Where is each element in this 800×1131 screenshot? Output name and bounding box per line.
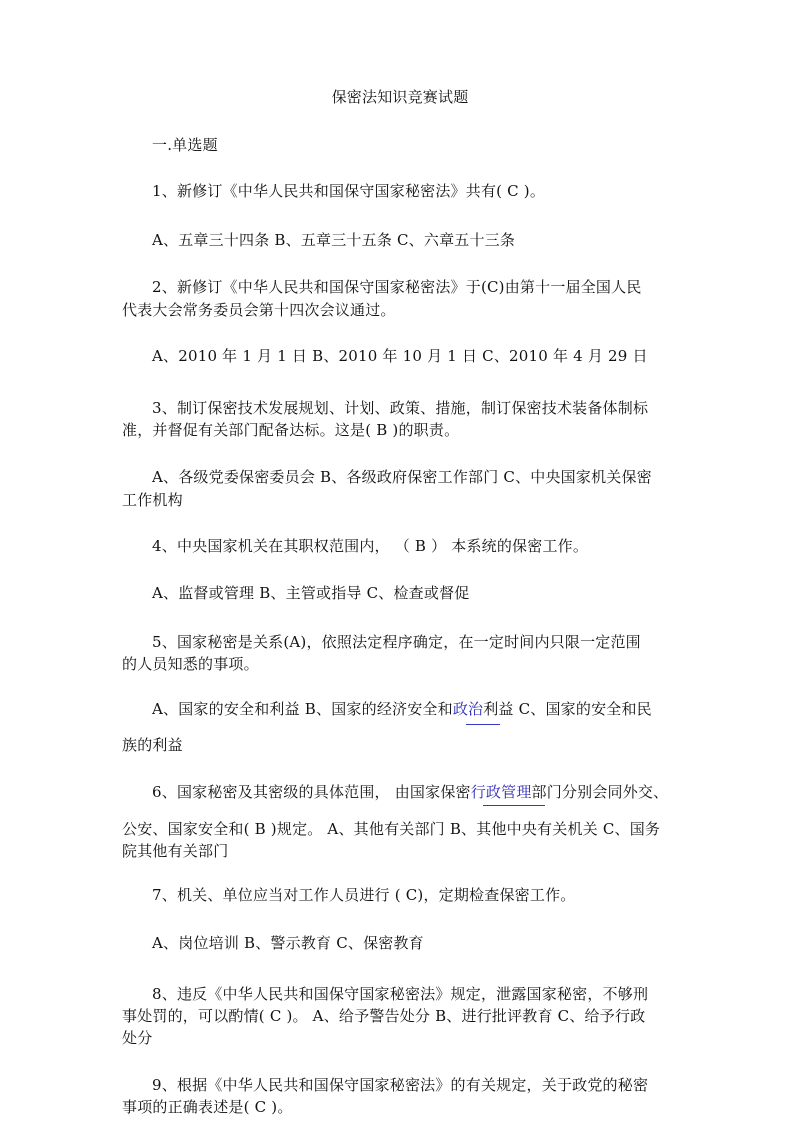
- question-6-text-b: 部门分别会同外交、: [531, 783, 669, 801]
- question-5-options-line-1: [152, 698, 652, 720]
- politics-link-underline: [466, 724, 500, 725]
- question-3-line-2: 准，并督促有关部门配备达标。这是( B )的职责。: [122, 421, 460, 439]
- question-6-text-a: 6、国家秘密及其密级的具体范围， 由国家保密: [152, 783, 471, 801]
- question-8-line-1: 8、违反《中华人民共和国保守国家秘密法》规定，泄露国家秘密，不够刑: [152, 985, 649, 1003]
- administration-link-underline: [483, 805, 545, 806]
- question-3-options-line-1: A、各级党委保密委员会 B、各级政府保密工作部门 C、中央国家机关保密: [152, 468, 652, 486]
- question-2-options: A、2010 年 1 月 1 日 B、2010 年 10 月 1 日 C、2010 年 4 月 29 日: [152, 347, 648, 365]
- question-9-line-1: 9、根据《中华人民共和国保守国家秘密法》的有关规定，关于政党的秘密: [152, 1076, 649, 1094]
- question-8-line-3: 处分: [122, 1029, 153, 1047]
- question-7-options: A、岗位培训 B、警示教育 C、保密教育: [152, 934, 424, 952]
- question-1-options: A、五章三十四条 B、五章三十五条 C、六章五十三条: [152, 231, 516, 249]
- question-7: 7、机关、单位应当对工作人员进行 ( C)，定期检查保密工作。: [152, 886, 576, 904]
- question-4-options: A、监督或管理 B、主管或指导 C、检查或督促: [152, 584, 470, 602]
- question-4: 4、中央国家机关在其职权范围内， （ B ） 本系统的保密工作。: [152, 537, 589, 555]
- document-title: 保密法知识竞赛试题: [331, 88, 469, 106]
- question-5-options-text-b: 利益 C、国家的安全和民: [483, 700, 652, 718]
- question-8-line-2: 事处罚的，可以酌情( C )。 A、给予警告处分 B、进行批评教育 C、给予行政: [122, 1007, 646, 1025]
- question-3-options-line-2: 工作机构: [122, 491, 183, 509]
- politics-link[interactable]: 政治: [452, 700, 484, 718]
- question-5-line-2: 的人员知悉的事项。: [122, 655, 259, 673]
- question-2-line-1: 2、新修订《中华人民共和国保守国家秘密法》于(C)由第十一届全国人民: [152, 278, 642, 296]
- question-3-line-1: 3、制订保密技术发展规划、计划、政策、措施，制订保密技术装备体制标: [152, 399, 649, 417]
- question-5-options-text-a: A、国家的安全和利益 B、国家的经济安全和: [152, 700, 453, 718]
- question-6-line-2: 公安、国家安全和( B )规定。 A、其他有关部门 B、其他中央有关机关 C、国务: [122, 820, 661, 838]
- question-5-options-line-2: 族的利益: [122, 736, 183, 754]
- question-2-line-2: 代表大会常务委员会第十四次会议通过。: [122, 301, 396, 319]
- question-6-line-3: 院其他有关部门: [122, 842, 229, 860]
- question-6-line-1: [152, 781, 668, 803]
- question-5-line-1: 5、国家秘密是关系(A)，依照法定程序确定，在一定时间内只限一定范围: [152, 633, 641, 651]
- section-heading: 一.单选题: [152, 136, 218, 154]
- question-1: 1、新修订《中华人民共和国保守国家秘密法》共有( C )。: [152, 182, 546, 200]
- question-9-line-2: 事项的正确表述是( C )。: [122, 1098, 293, 1116]
- administration-link[interactable]: 行政管理: [470, 783, 532, 801]
